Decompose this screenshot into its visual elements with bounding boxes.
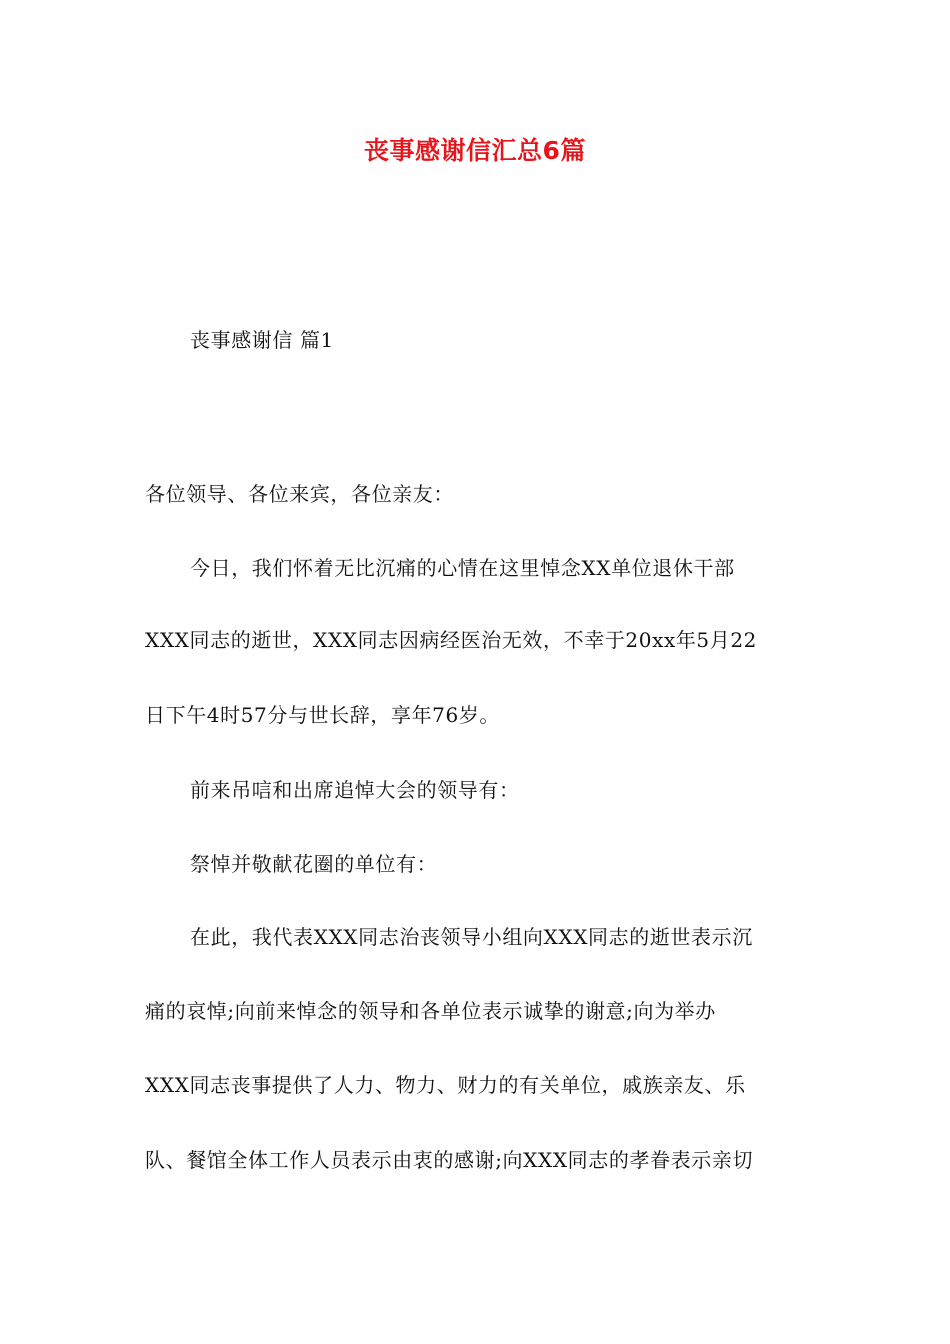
paragraph-line: 日下午4时57分与世长辞，享年76岁。 (145, 703, 501, 727)
paragraph-line: 痛的哀悼;向前来悼念的领导和各单位表示诚挚的谢意;向为举办 (145, 999, 716, 1023)
paragraph-line: XXX同志的逝世，XXX同志因病经医治无效，不幸于20xx年5月22 (145, 628, 758, 652)
paragraph-line: 队、餐馆全体工作人员表示由衷的感谢;向XXX同志的孝眷表示亲切 (145, 1148, 754, 1172)
paragraph-line: 前来吊唁和出席追悼大会的领导有： (190, 778, 520, 802)
paragraph-line: 在此，我代表XXX同志治丧领导小组向XXX同志的逝世表示沉 (190, 925, 753, 949)
section-heading: 丧事感谢信 篇1 (190, 328, 334, 352)
salutation-line: 各位领导、各位来宾，各位亲友： (145, 482, 454, 506)
paragraph-line: 祭悼并敬献花圈的单位有： (190, 852, 438, 876)
document-title: 丧事感谢信汇总6篇 (364, 136, 586, 165)
paragraph-line: 今日，我们怀着无比沉痛的心情在这里悼念XX单位退休干部 (190, 556, 735, 580)
paragraph-line: XXX同志丧事提供了人力、物力、财力的有关单位，戚族亲友、乐 (145, 1073, 746, 1097)
